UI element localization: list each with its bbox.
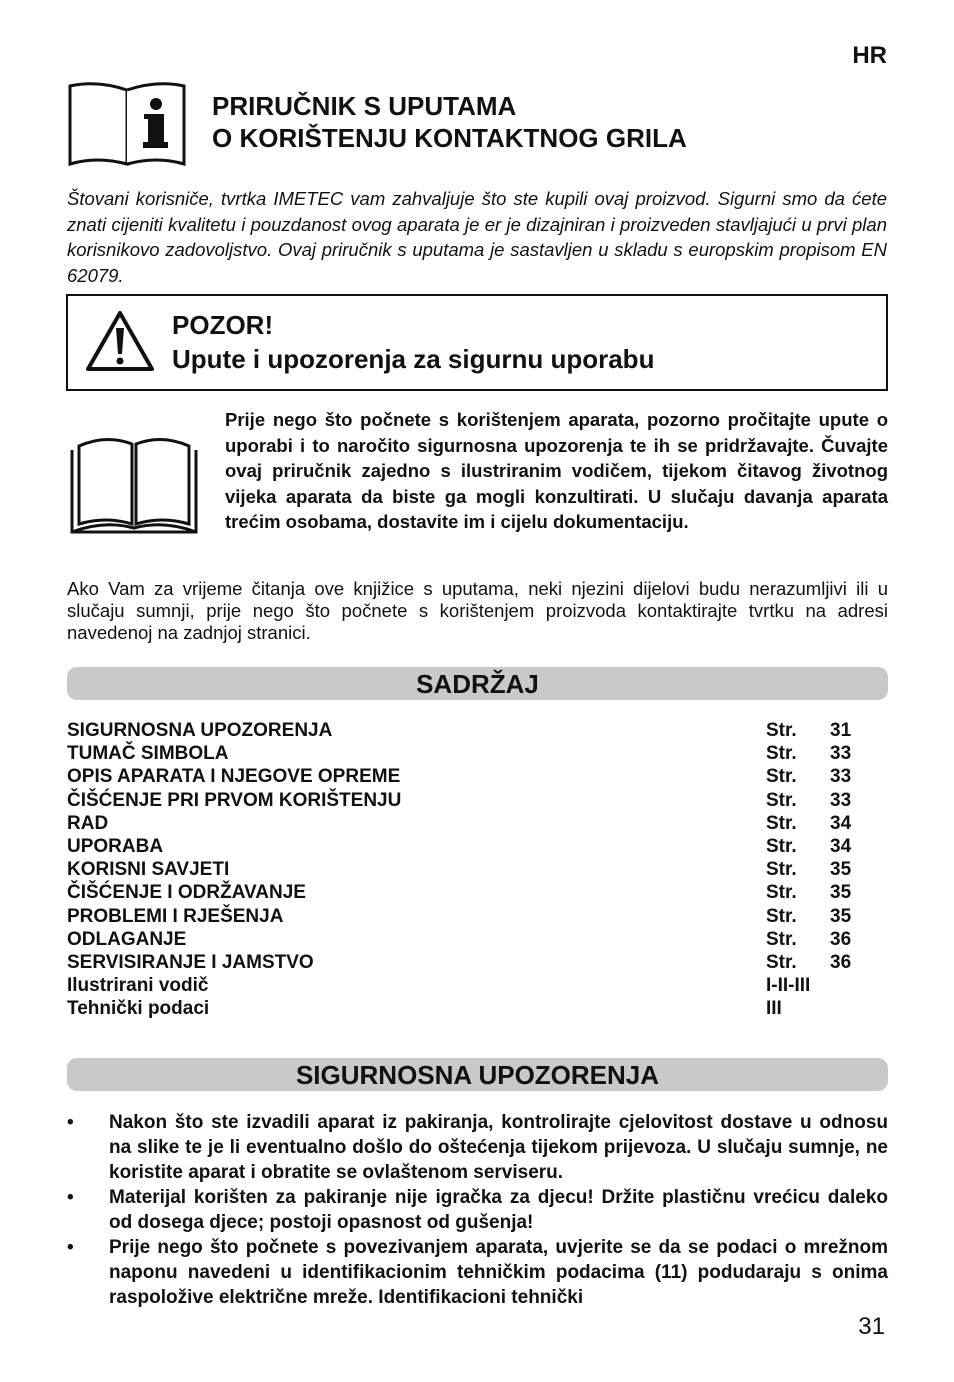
toc-entry-title: RAD xyxy=(67,812,109,834)
toc-entry-str: I-II-III xyxy=(766,975,811,997)
toc-entry-str: III xyxy=(766,998,782,1020)
warning-box xyxy=(66,294,888,391)
toc-entry-page: 36 xyxy=(830,928,852,950)
list-item-text: Prije nego što počnete s povezivanjem aparata, uvjerite se da se podaci o mrežnom naponu navedeni u identifikacionim tehničkim podacima (11) podudaraju s onima raspoložive električne mreže. Identifikacioni tehnički xyxy=(109,1237,888,1308)
toc-entry-title: UPORABA xyxy=(67,835,164,857)
toc-entry-title: OPIS APARATA I NJEGOVE OPREME xyxy=(67,766,401,788)
toc-entry-str: Str. xyxy=(766,766,797,788)
toc-entry-page: 33 xyxy=(830,743,852,765)
toc-entry-str: Str. xyxy=(766,951,797,973)
toc-entry-title: ČIŠĆENJE I ODRŽAVANJE xyxy=(67,882,306,904)
toc-entry-str: Str. xyxy=(766,812,797,834)
toc-entry-title: PROBLEMI I RJEŠENJA xyxy=(67,905,284,927)
list-item-text: Materijal korišten za pakiranje nije igračka za djecu! Držite plastičnu vrećicu daleko od dosega djece; postoji opasnost od gušenja! xyxy=(109,1187,888,1233)
toc-row xyxy=(67,789,867,812)
open-book-icon xyxy=(70,432,198,534)
toc-entry-title: TUMAČ SIMBOLA xyxy=(67,743,229,765)
toc-entry-str: Str. xyxy=(766,882,797,904)
toc-entry-title: ČIŠĆENJE PRI PRVOM KORIŠTENJU xyxy=(67,789,402,811)
bullet-marker: • xyxy=(67,1112,74,1133)
safety-heading: SIGURNOSNA UPOZORENJA xyxy=(67,1058,888,1091)
toc-entry-str: Str. xyxy=(766,789,797,811)
toc-row xyxy=(67,835,867,858)
toc-entry-str: Str. xyxy=(766,835,797,857)
manual-title-line1: PRIRUČNIK S UPUTAMA xyxy=(212,91,517,121)
toc-entry-page: 36 xyxy=(830,951,852,973)
toc-entry-title: KORISNI SAVJETI xyxy=(67,859,230,881)
toc-heading: SADRŽAJ xyxy=(67,667,888,700)
toc-row xyxy=(67,858,867,881)
toc-entry-str: Str. xyxy=(766,859,797,881)
toc-row xyxy=(67,881,867,904)
list-item xyxy=(67,1235,888,1310)
toc-entry-page: 35 xyxy=(830,859,852,881)
toc-entry-title: SIGURNOSNA UPOZORENJA xyxy=(67,720,333,741)
toc-entry-page: 34 xyxy=(830,835,852,857)
language-code: HR xyxy=(852,42,887,69)
list-item xyxy=(67,1185,888,1235)
table-of-contents xyxy=(67,719,867,1020)
warning-triangle-icon xyxy=(85,310,155,372)
toc-row xyxy=(67,905,867,928)
page-number: 31 xyxy=(858,1313,885,1340)
toc-entry-page: 34 xyxy=(830,812,852,834)
toc-entry-page: 31 xyxy=(830,720,852,741)
toc-row xyxy=(67,742,867,765)
toc-row xyxy=(67,928,867,951)
toc-entry-str: Str. xyxy=(766,928,797,950)
toc-row xyxy=(67,765,867,788)
bullet-marker: • xyxy=(67,1187,74,1208)
toc-row xyxy=(67,719,867,742)
read-instructions-paragraph: Prije nego što počnete s korištenjem aparata, pozorno pročitajte upute o uporabi i to naročito sigurnosna upozorenja te ih se pridržavajte. Čuvajte ovaj priručnik zajedno s ilustriranim vodičem, tijekom čitavog životnog vijeka aparata da biste ga mogli konzultirati. U slučaju davanja aparata trećim osobama, dostavite im i cijelu dokumentaciju. xyxy=(225,409,888,532)
safety-warnings-list xyxy=(67,1110,888,1310)
bullet-marker: • xyxy=(67,1237,74,1258)
warning-title: POZOR! xyxy=(172,310,274,340)
toc-row xyxy=(67,974,867,997)
toc-row xyxy=(67,812,867,835)
toc-entry-str: Str. xyxy=(766,720,797,741)
list-item-text: Nakon što ste izvadili aparat iz pakiranja, kontrolirajte cjelovitost dostave u odnosu na slike te je li eventualno došlo do oštećenja tijekom prijevoza. U slučaju sumnje, ne koristite aparat i obratite se ovlaštenom serviseru. xyxy=(109,1112,888,1183)
toc-entry-page: 35 xyxy=(830,882,852,904)
toc-entry-title: Tehnički podaci xyxy=(67,998,210,1020)
toc-entry-str: Str. xyxy=(766,905,797,927)
contact-note-paragraph: Ako Vam za vrijeme čitanja ove knjižice s uputama, neki njezini dijelovi budu nerazumljivi ili u slučaju sumnji, prije nego što počnete s korištenjem proizvoda kontaktirajte tvrtku na adresi navedenoj na zadnjoj stranici. xyxy=(67,578,888,643)
manual-title-line2: O KORIŠTENJU KONTAKTNOG GRILA xyxy=(212,123,687,153)
toc-entry-title: Ilustrirani vodič xyxy=(67,975,209,997)
toc-row xyxy=(67,997,867,1020)
list-item xyxy=(67,1110,888,1185)
intro-paragraph: Štovani korisniče, tvrtka IMETEC vam zahvaljuje što ste kupili ovaj proizvod. Sigurni smo da ćete znati cijeniti kvalitetu i pouzdanost ovog aparata je er je dizajniran i proizveden stavljajući u prvi plan korisnikovo zadovoljstvo. Ovaj priručnik s uputama je sastavljen u skladu s europskim propisom EN 62079. xyxy=(67,188,887,286)
info-book-icon xyxy=(67,80,189,168)
toc-entry-page: 33 xyxy=(830,766,852,788)
toc-entry-title: ODLAGANJE xyxy=(67,928,187,950)
toc-entry-title: SERVISIRANJE I JAMSTVO xyxy=(67,951,314,973)
toc-entry-page: 35 xyxy=(830,905,852,927)
toc-entry-str: Str. xyxy=(766,743,797,765)
toc-row xyxy=(67,951,867,974)
warning-subtitle: Upute i upozorenja za sigurnu uporabu xyxy=(172,344,655,374)
toc-entry-page: 33 xyxy=(830,789,852,811)
